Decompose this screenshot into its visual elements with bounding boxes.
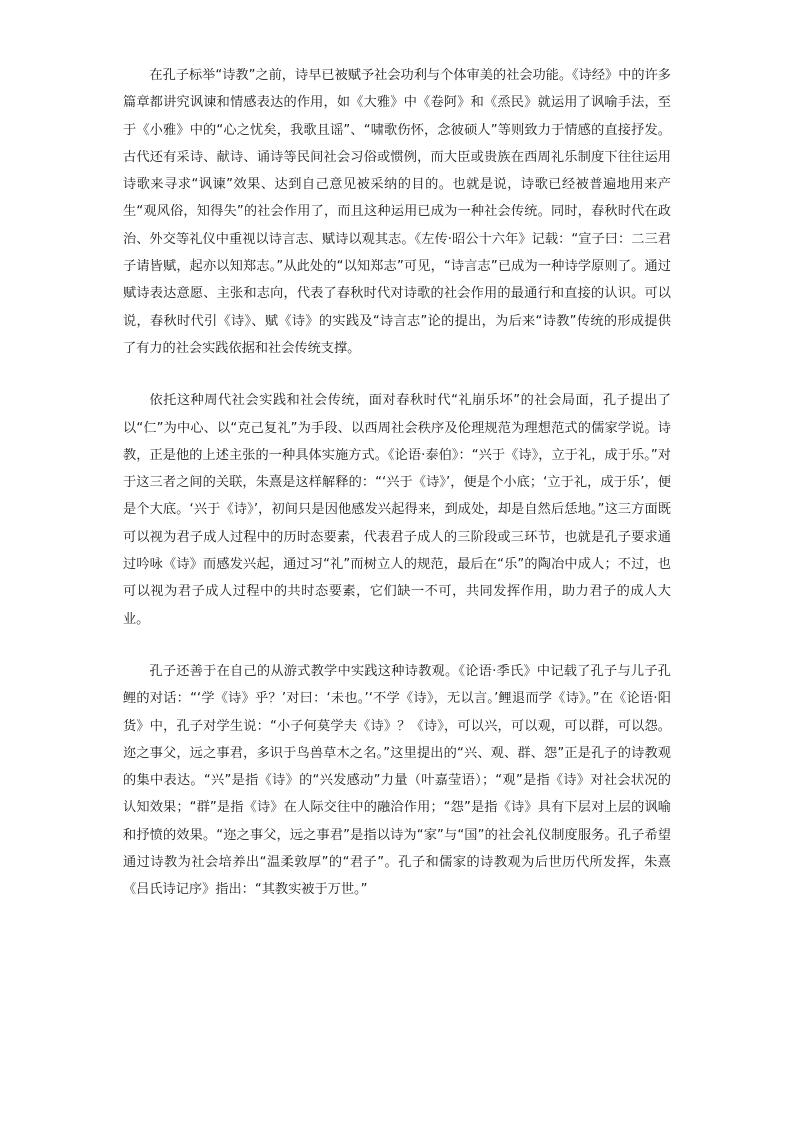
document-body <box>123 62 671 904</box>
paragraph-1: 在孔子标举“诗教”之前，诗早已被赋予社会功利与个体审美的社会功能。《诗经》中的许多篇章都讲究讽谏和情感表达的作用，如《大雅》中《卷阿》和《烝民》就运用了讽喻手法，至于《小雅》中的“心之忧矣，我歌且谣”、“啸歌伤怀，念彼硕人”等则致力于情感的直接抒发。古代还有采诗、献诗、诵诗等民间社会习俗或惯例，而大臣或贵族在西周礼乐制度下往往运用诗歌来寻求“讽谏”效果、达到自己意见被采纳的目的。也就是说，诗歌已经被普遍地用来产生“观风俗，知得失”的社会作用了，而且这种运用已成为一种社会传统。同时，春秋时代在政治、外交等礼仪中重视以诗言志、赋诗以观其志。《左传·昭公十六年》记载：“宣子曰：二三君子请皆赋，起亦以知郑志。”从此处的“以知郑志”可见，“诗言志”已成为一种诗学原则了。通过赋诗表达意愿、主张和志向，代表了春秋时代对诗歌的社会作用的最通行和直接的认识。可以说，春秋时代引《诗》、赋《诗》的实践及“诗言志”论的提出，为后来“诗教”传统的形成提供了有力的社会实践依据和社会传统支撑。 <box>123 68 671 356</box>
paragraph-3: 孔子还善于在自己的从游式教学中实践这种诗教观。《论语·季氏》中记载了孔子与儿子孔鲤的对话：“‘学《诗》乎？’对曰：‘未也。’‘不学《诗》，无以言。’鲤退而学《诗》。”在《论语·阳货》中，孔子对学生说：“小子何莫学夫《诗》？《诗》，可以兴，可以观，可以群，可以怨。迩之事父，远之事君，多识于鸟兽草木之名。”这里提出的“兴、观、群、怨”正是孔子的诗教观的集中表达。“兴”是指《诗》的“兴发感动”力量（叶嘉莹语）；“观”是指《诗》对社会状况的认知效果；“群”是指《诗》在人际交往中的融洽作用；“怨”是指《诗》具有下层对上层的讽喻和抒愤的效果。“迩之事父，远之事君”是指以诗为“家”与“国”的社会礼仪制度服务。孔子希望通过诗教为社会培养出“温柔敦厚”的“君子”。孔子和儒家的诗教观为后世历代所发挥，朱熹《吕氏诗记序》指出：“其教实被于万世。” <box>123 663 671 898</box>
paragraph-2: 依托这种周代社会实践和社会传统，面对春秋时代“礼崩乐坏”的社会局面，孔子提出了以“仁”为中心、以“克己复礼”为手段、以西周社会秩序及伦理规范为理想范式的儒家学说。诗教，正是他的上述主张的一种具体实施方式。《论语·泰伯》：“兴于《诗》，立于礼，成于乐。”对于这三者之间的关联，朱熹是这样解释的：“‘兴于《诗》’，便是个小底；‘立于礼，成于乐’，便是个大底。‘兴于《诗》’，初间只是因他感发兴起得来，到成处，却是自然后恁地。”这三方面既可以视为君子成人过程中的历时态要素，代表君子成人的三阶段或三环节，也就是孔子要求通过吟咏《诗》而感发兴起，通过习“礼”而树立人的规范，最后在“乐”的陶冶中成人；不过，也可以视为君子成人过程中的共时态要素，它们缺一不可，共同发挥作用，助力君子的成人大业。 <box>123 393 671 627</box>
